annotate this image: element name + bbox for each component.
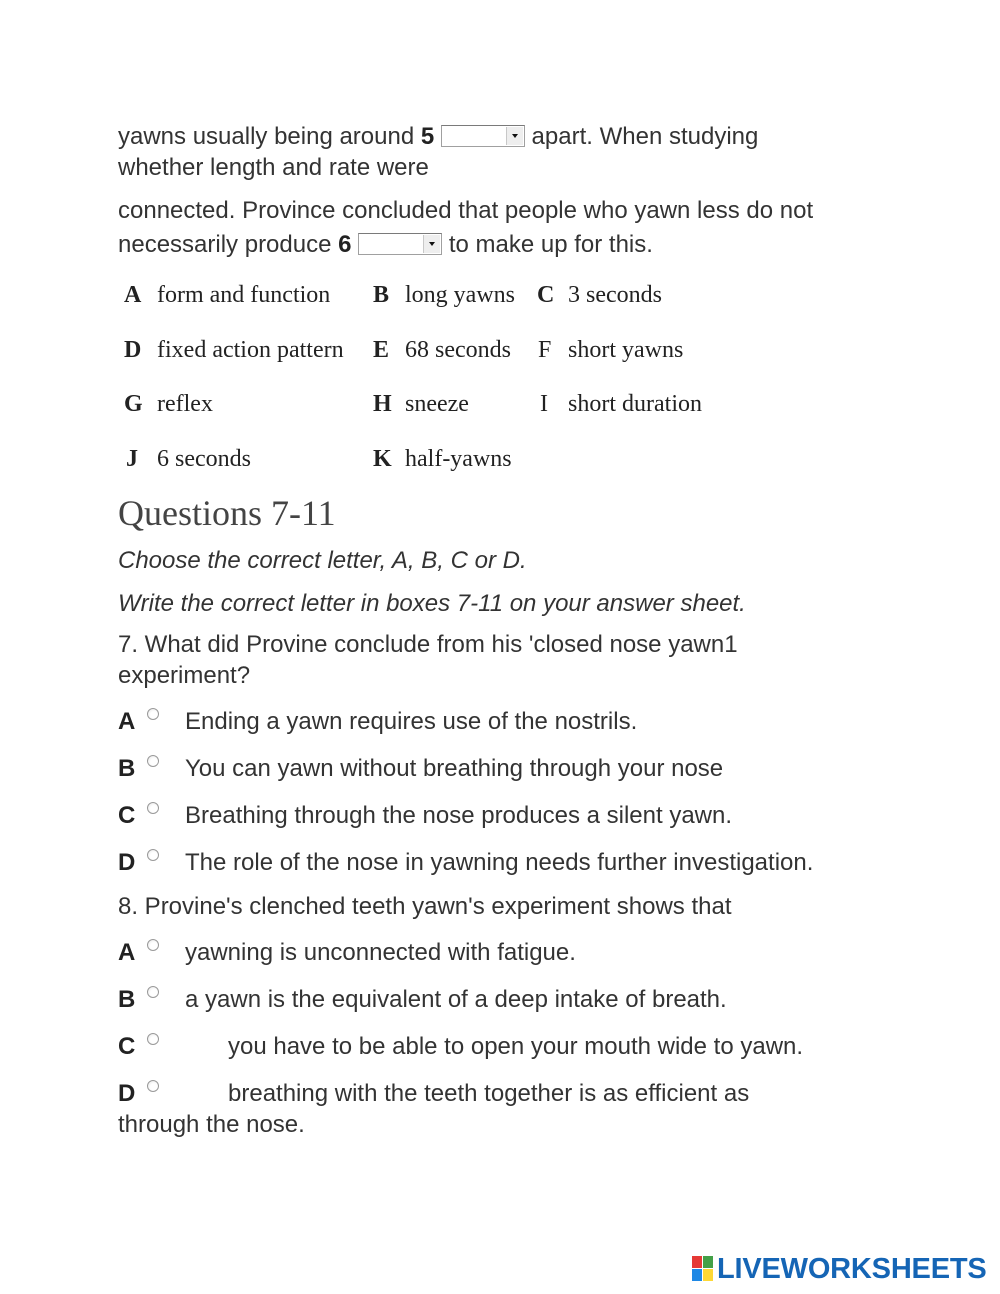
chevron-down-icon[interactable] — [506, 127, 523, 145]
q7-radio-c[interactable] — [147, 802, 159, 814]
choice-text: yawning is unconnected with fatigue. — [185, 939, 576, 966]
choice-text: breathing with the teeth together is as efficient as — [228, 1080, 750, 1107]
section-heading: Questions 7-11 — [118, 493, 336, 533]
passage-text: apart. When studying — [524, 123, 759, 150]
option-text: long yawns — [405, 282, 515, 308]
choice-letter: B — [118, 986, 136, 1013]
gap-6-dropdown[interactable] — [358, 233, 442, 255]
option-letter: I — [540, 391, 548, 417]
passage-line-3: connected. Province concluded that people who yawn less do not — [118, 197, 814, 224]
q7-radio-a[interactable] — [147, 708, 159, 720]
q8-choice-c[interactable] — [118, 1033, 804, 1061]
option-text: 6 seconds — [157, 446, 251, 472]
choice-letter: A — [118, 939, 136, 966]
option-text: 68 seconds — [405, 337, 511, 363]
q8-radio-b[interactable] — [147, 986, 159, 998]
passage-text: necessarily produce — [118, 231, 339, 258]
q7-choice-d[interactable] — [118, 849, 814, 877]
question-8-text: 8. Provine's clenched teeth yawn's experiment shows that — [118, 893, 732, 920]
passage-line-4 — [118, 229, 653, 260]
choice-text: Breathing through the nose produces a silent yawn. — [185, 802, 733, 829]
instruction-2: Write the correct letter in boxes 7-11 on your answer sheet. — [118, 590, 746, 617]
option-letter: F — [538, 337, 552, 363]
option-letter: B — [373, 282, 390, 308]
option-text: fixed action pattern — [157, 337, 344, 363]
option-text: sneeze — [405, 391, 469, 417]
q8-radio-c[interactable] — [147, 1033, 159, 1045]
choice-text: you have to be able to open your mouth wide to yawn. — [228, 1033, 804, 1060]
passage-line-2: whether length and rate were — [118, 154, 429, 181]
brand-name: LIVEWORKSHEETS — [717, 1252, 987, 1285]
passage-text: yawns usually being around — [118, 123, 421, 150]
passage-line-1 — [118, 121, 758, 152]
option-text: form and function — [157, 282, 331, 308]
option-letter: J — [126, 446, 138, 472]
option-letter: G — [124, 391, 143, 417]
q8-radio-d[interactable] — [147, 1080, 159, 1092]
option-letter: K — [373, 446, 392, 472]
option-letter: A — [124, 282, 142, 308]
q7-radio-d[interactable] — [147, 849, 159, 861]
q7-choice-c[interactable] — [118, 802, 733, 830]
option-letter: C — [537, 282, 555, 308]
choice-letter: D — [118, 1080, 136, 1107]
choice-letter: A — [118, 708, 136, 735]
gap-5-dropdown[interactable] — [441, 125, 525, 147]
option-text: short duration — [568, 391, 702, 417]
option-text: short yawns — [568, 337, 684, 363]
choice-text: You can yawn without breathing through your nose — [185, 755, 724, 782]
choice-letter: C — [118, 1033, 136, 1060]
q8-choice-d[interactable] — [118, 1080, 750, 1108]
q8-choice-a[interactable] — [118, 939, 576, 967]
q8-choice-d-cont: through the nose. — [118, 1111, 305, 1138]
option-letter: E — [373, 337, 390, 363]
option-letter: H — [373, 391, 392, 417]
gap-number-6: 6 — [338, 231, 352, 258]
choice-letter: B — [118, 755, 136, 782]
question-7-text-cont: experiment? — [118, 662, 251, 689]
gap-number-5: 5 — [420, 123, 435, 150]
option-text: reflex — [157, 391, 213, 417]
q8-radio-a[interactable] — [147, 939, 159, 951]
choice-text: The role of the nose in yawning needs further investigation. — [185, 849, 814, 876]
q7-radio-b[interactable] — [147, 755, 159, 767]
liveworksheets-logo — [692, 1252, 987, 1286]
choice-text: Ending a yawn requires use of the nostrils. — [185, 708, 638, 735]
option-text: half-yawns — [405, 446, 512, 472]
q7-choice-a[interactable] — [118, 708, 638, 736]
passage-text: to make up for this. — [442, 231, 653, 258]
chevron-down-icon[interactable] — [423, 235, 440, 253]
choice-letter: C — [118, 802, 136, 829]
choice-text: a yawn is the equivalent of a deep intake of breath. — [185, 986, 727, 1013]
q8-choice-b[interactable] — [118, 986, 727, 1014]
question-7-text: 7. What did Provine conclude from his 'closed nose yawn1 — [118, 631, 738, 658]
choice-letter: D — [118, 849, 136, 876]
logo-blocks-icon — [692, 1256, 714, 1282]
instruction-1: Choose the correct letter, A, B, C or D. — [118, 547, 527, 574]
option-letter: D — [124, 337, 142, 363]
option-text: 3 seconds — [568, 282, 662, 308]
q7-choice-b[interactable] — [118, 755, 724, 783]
